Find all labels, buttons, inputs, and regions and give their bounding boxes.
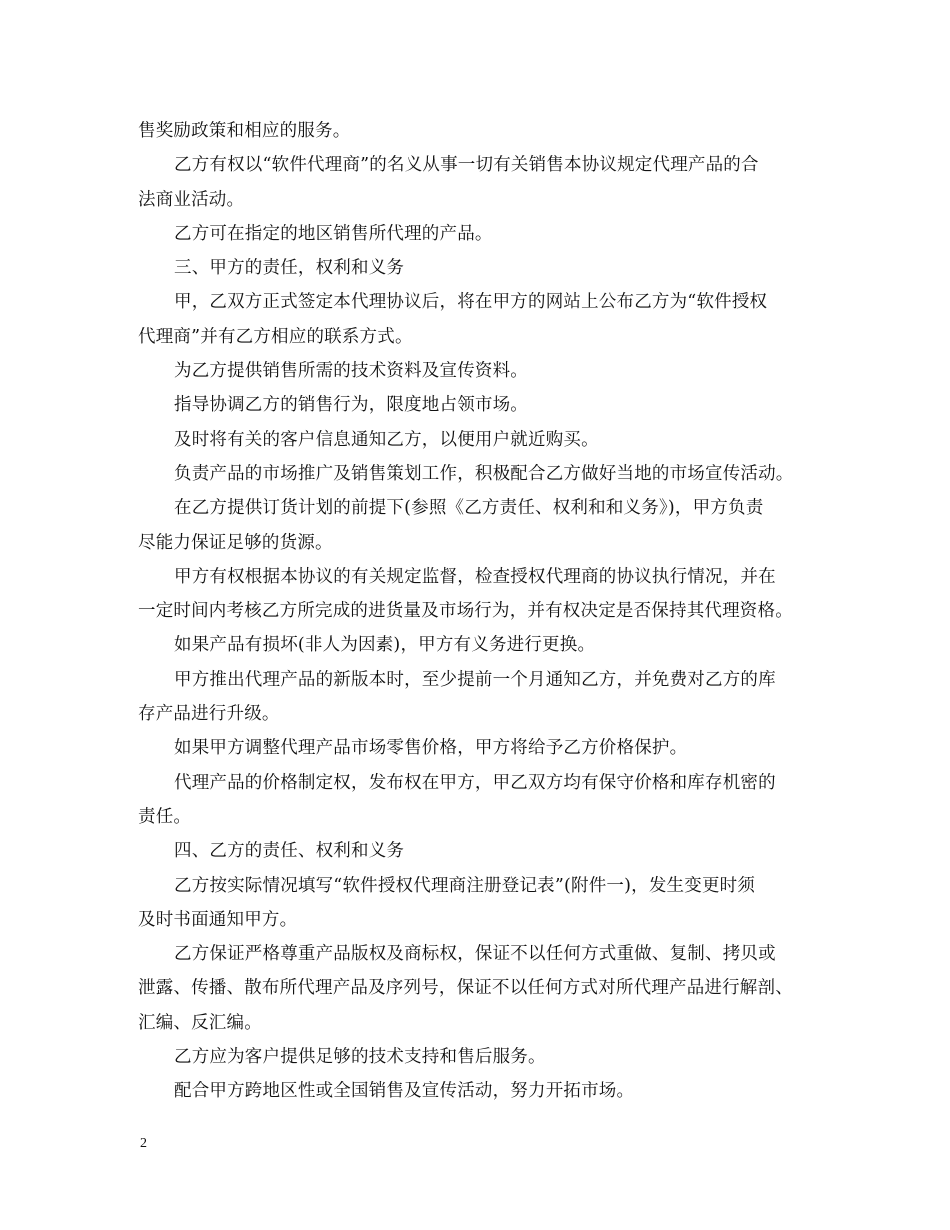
text-line: 指导协调乙方的销售行为，限度地占领市场。 [174,395,528,416]
text-line: 法商业活动。 [138,189,245,210]
text-line: 在乙方提供订货计划的前提下(参照《乙方责任、权利和和义务》)，甲方负责 [174,498,764,519]
page-number: 2 [140,1136,147,1151]
text-line: 如果甲方调整代理产品市场零售价格，甲方将给予乙方价格保护。 [174,738,688,759]
text-line: 为乙方提供销售所需的技术资料及宣传资料。 [174,361,528,382]
text-line: 乙方应为客户提供足够的技术支持和售后服务。 [174,1047,546,1068]
text-line: 乙方可在指定的地区销售所代理的产品。 [174,223,493,244]
text-line: 乙方按实际情况填写“软件授权代理商注册登记表”(附件一)，发生变更时须 [174,875,756,896]
text-line: 甲方推出代理产品的新版本时，至少提前一个月通知乙方，并免费对乙方的库 [174,669,776,690]
text-line: 乙方有权以“软件代理商”的名义从事一切有关销售本协议规定代理产品的合 [174,155,759,176]
text-line: 代理商”并有乙方相应的联系方式。 [138,326,413,347]
text-line: 一定时间内考核乙方所完成的进货量及市场行为，并有权决定是否保持其代理资格。 [138,601,793,622]
text-line: 及时将有关的客户信息通知乙方，以便用户就近购买。 [174,429,599,450]
text-line: 汇编、反汇编。 [138,1012,262,1033]
text-line: 售奖励政策和相应的服务。 [138,121,351,141]
text-line: 三、甲方的责任，权利和义务 [174,258,405,279]
text-line: 乙方保证严格尊重产品版权及商标权，保证不以任何方式重做、复制、拷贝或 [174,944,776,965]
text-line: 代理产品的价格制定权，发布权在甲方，甲乙双方均有保守价格和库存机密的 [174,772,776,793]
text-line: 及时书面通知甲方。 [138,909,298,930]
text-line: 甲，乙双方正式签定本代理协议后，将在甲方的网站上公布乙方为“软件授权 [174,292,768,313]
text-line: 如果产品有损坏(非人为因素)，甲方有义务进行更换。 [174,635,596,656]
text-line: 甲方有权根据本协议的有关规定监督，检查授权代理商的协议执行情况，并在 [174,566,776,587]
text-line: 尽能力保证足够的货源。 [138,532,333,553]
text-line: 负责产品的市场推广及销售策划工作，积极配合乙方做好当地的市场宣传活动。 [174,463,794,484]
text-line: 配合甲方跨地区性或全国销售及宣传活动，努力开拓市场。 [174,1081,635,1102]
text-line: 四、乙方的责任、权利和义务 [174,841,405,862]
text-line: 泄露、传播、散布所代理产品及序列号，保证不以任何方式对所代理产品进行解剖、 [138,978,793,999]
document-body [138,114,828,1109]
text-line: 责任。 [138,806,192,827]
text-line: 存产品进行升级。 [138,704,280,725]
